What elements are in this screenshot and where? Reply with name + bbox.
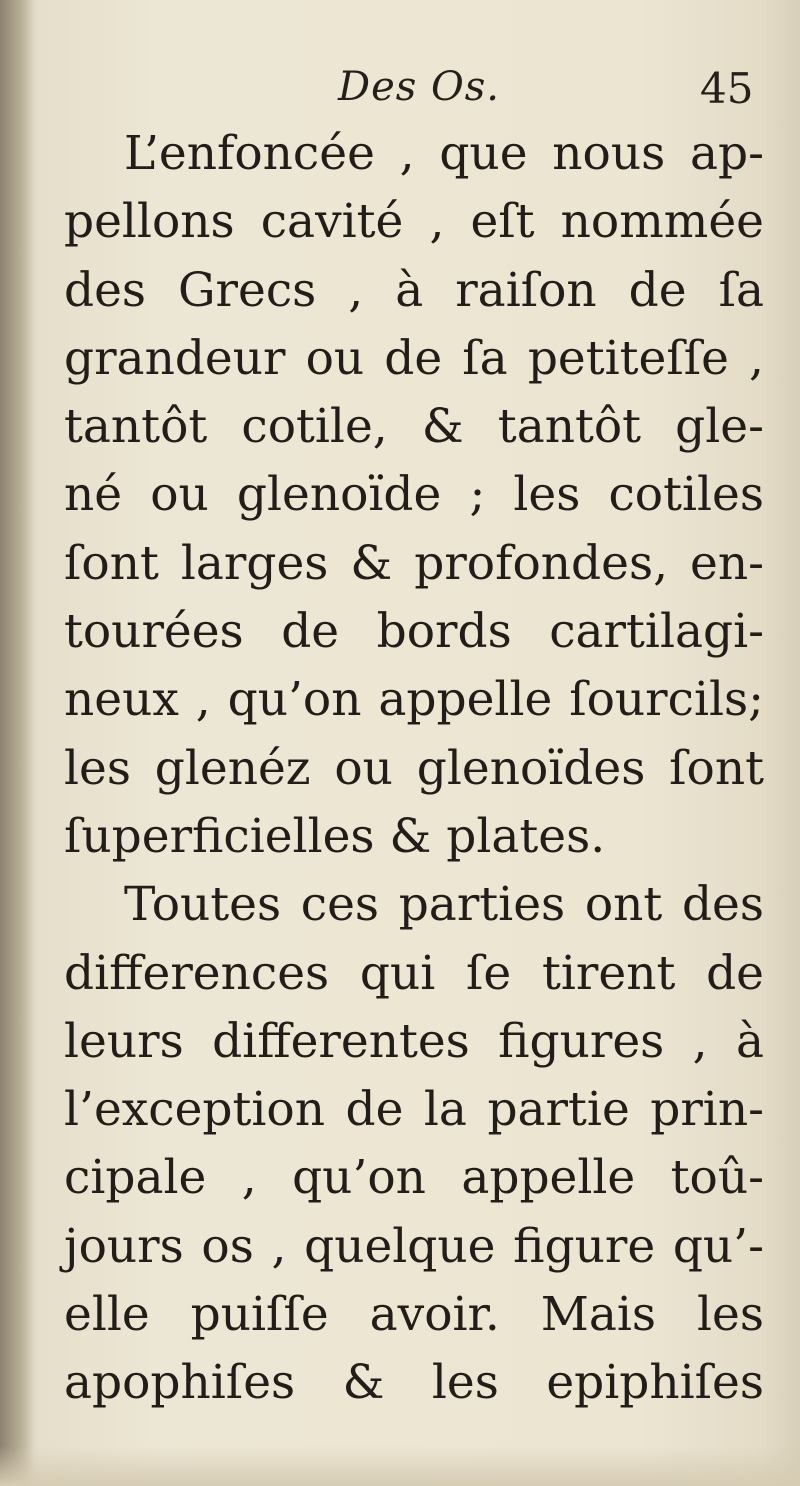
- text-line: grandeur ou de ſa petiteſſe ,: [64, 330, 764, 386]
- running-head: Des Os.: [338, 64, 501, 110]
- text-line: differences qui ſe tirent de: [64, 945, 764, 1001]
- text-line: des Grecs , à raiſon de ſa: [64, 262, 764, 318]
- text-line: Toutes ces parties ont des: [124, 877, 764, 933]
- text-line: les glenéz ou glenoïdes ſont: [64, 740, 764, 796]
- text-line: leurs differentes figures , à: [64, 1013, 764, 1069]
- text-line: jours os , quelque figure qu’-: [64, 1218, 764, 1274]
- text-line: elle puiſſe avoir. Mais les: [64, 1287, 764, 1343]
- text-line: L’enfoncée , que nous ap-: [124, 126, 764, 181]
- page-gutter-shadow: [0, 0, 34, 1486]
- text-line: né ou glenoïde ; les cotiles: [64, 467, 764, 523]
- text-line: pellons cavité , eſt nommée: [64, 194, 764, 250]
- text-line: apophiſes & les epiphiſes: [64, 1355, 764, 1411]
- text-line: ſont larges & profondes, en-: [64, 535, 764, 591]
- text-line: tantôt cotile, & tantôt gle-: [64, 399, 764, 455]
- text-line: cipale , qu’on appelle toû-: [64, 1150, 764, 1206]
- text-line: l’exception de la partie prin-: [64, 1082, 764, 1138]
- text-line: neux , qu’on appelle ſourcils;: [64, 672, 764, 728]
- body-text: [64, 120, 764, 1418]
- text-line: ſuperficielles & plates.: [64, 808, 606, 864]
- page-number: 45: [700, 64, 754, 113]
- text-line: tourées de bords cartilagi-: [64, 604, 764, 660]
- page-bottom-edge: [0, 1446, 800, 1486]
